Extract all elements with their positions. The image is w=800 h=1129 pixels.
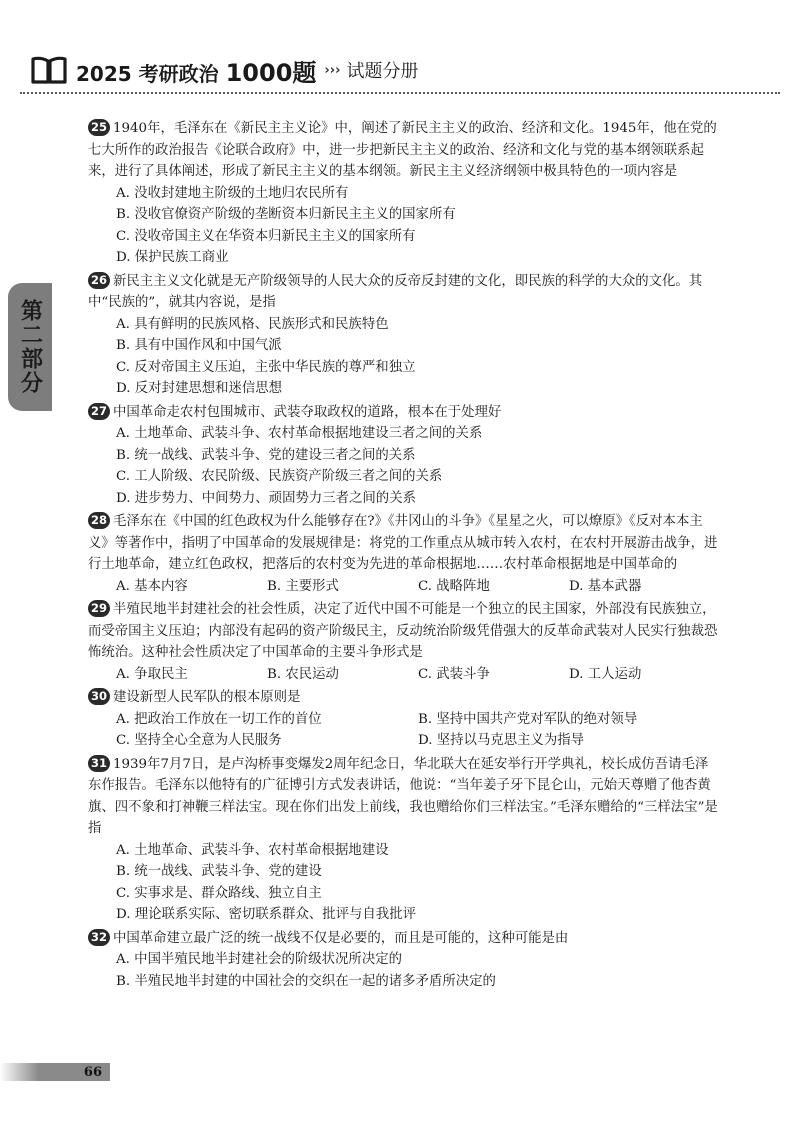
- option-a: A. 土地革命、武装斗争、农村革命根据地建设: [116, 842, 389, 858]
- question-27: [88, 402, 720, 510]
- open-book-icon: [30, 55, 68, 85]
- option-d: D. 保护民族工商业: [116, 250, 229, 265]
- option-b: B. 农民运动: [267, 666, 339, 682]
- page-footer-bar: [0, 1063, 110, 1081]
- question-number-badge: 29: [88, 600, 110, 617]
- option-a: A. 土地革命、武装斗争、农村革命根据地建设三者之间的关系: [116, 426, 483, 441]
- question-32: [88, 928, 720, 993]
- option-b: B. 具有中国作风和中国气派: [116, 338, 282, 353]
- option-b: B. 统一战线、武装斗争、党的建设三者之间的关系: [116, 447, 416, 463]
- header-title-big: 1000题: [225, 58, 317, 87]
- question-29: [88, 599, 720, 685]
- option-a: A. 具有鲜明的民族风格、民族形式和民族特色: [116, 316, 389, 332]
- option-c: C. 没收帝国主义在华资本归新民主主义的国家所有: [116, 228, 416, 244]
- question-25: [88, 118, 720, 269]
- question-31: [88, 754, 720, 926]
- header-divider: [20, 92, 780, 94]
- option-a: A. 把政治工作放在一切工作的首位: [116, 711, 322, 727]
- option-b: B. 主要形式: [267, 578, 339, 594]
- option-a: A. 基本内容: [116, 578, 188, 594]
- option-c: C. 坚持全心全意为人民服务: [116, 733, 282, 748]
- option-c: C. 战略阵地: [418, 578, 490, 594]
- question-number-badge: 25: [88, 119, 110, 136]
- option-d: D. 工人运动: [569, 666, 642, 682]
- question-list: [88, 118, 720, 994]
- option-d: D. 基本武器: [569, 578, 642, 594]
- option-a: A. 没收封建地主阶级的土地归农民所有: [116, 185, 349, 201]
- question-number-badge: 30: [88, 688, 110, 705]
- question-stem: 毛泽东在《中国的红色政权为什么能够存在?》《井冈山的斗争》《星星之火，可以燎原》《反对本本主义》等著作中，指明了中国革命的发展规律是：将党的工作重点从城市转入农村，在农村开展游击战争，进行土地革命，建立红色政权，把落后的农村变为先进的革命根据地……农村革命根据地是中国革命的: [88, 514, 718, 572]
- page-header: [30, 52, 418, 88]
- question-28: [88, 511, 720, 597]
- option-c: C. 工人阶级、农民阶级、民族资产阶级三者之间的关系: [116, 469, 443, 484]
- option-c: C. 武装斗争: [418, 666, 490, 682]
- question-stem: 建设新型人民军队的根本原则是: [113, 690, 301, 705]
- question-number-badge: 32: [88, 929, 110, 946]
- option-a: A. 争取民主: [116, 666, 188, 682]
- page-number: 66: [83, 1064, 102, 1080]
- question-number-badge: 27: [88, 403, 110, 420]
- header-arrows: ›››: [324, 62, 341, 78]
- part-side-tab-label: 第二部分: [17, 299, 43, 395]
- option-d: D. 理论联系实际、密切联系群众、批评与自我批评: [116, 907, 416, 922]
- question-number-badge: 31: [88, 755, 110, 772]
- question-stem: 中国革命走农村包围城市、武装夺取政权的道路，根本在于处理好: [113, 404, 502, 420]
- header-title-main: 考研政治: [138, 61, 219, 86]
- option-d: D. 反对封建思想和迷信思想: [116, 381, 283, 396]
- question-number-badge: 28: [88, 512, 110, 529]
- header-subtitle: 试题分册: [346, 61, 419, 82]
- question-stem: 1939年7月7日，是卢沟桥事变爆发2周年纪念日，华北联大在延安举行开学典礼，校长成仿吾请毛泽东作报告。毛泽东以他特有的广征博引方式发表讲话，他说：“当年姜子牙下昆仑山，元始天尊赠了他杏黄旗、四不象和打神鞭三样法宝。现在你们出发上前线，我也赠给你们三样法宝。”毛泽东赠给的“三样法宝”是指: [88, 756, 718, 836]
- header-year: 2025: [76, 61, 132, 86]
- option-c: C. 反对帝国主义压迫，主张中华民族的尊严和独立: [116, 359, 416, 375]
- question-stem: 半殖民地半封建社会的社会性质，决定了近代中国不可能是一个独立的民主国家，外部没有民族独立，而受帝国主义压迫；内部没有起码的资产阶级民主，反动统治阶级凭借强大的反革命武装对人民实行独裁恐怖统治。这种社会性质决定了中国革命的主要斗争形式是: [88, 602, 718, 660]
- question-stem: 1940年，毛泽东在《新民主主义论》中，阐述了新民主主义的政治、经济和文化。1945年，他在党的七大所作的政治报告《论联合政府》中，进一步把新民主主义的政治、经济和文化与党的基本纲领联系起来，进行了具体阐述，形成了新民主主义的基本纲领。新民主主义经济纲领中极具特色的一项内容是: [88, 121, 717, 179]
- part-side-tab: [8, 283, 52, 411]
- option-b: B. 没收官僚资产阶级的垄断资本归新民主主义的国家所有: [116, 207, 456, 222]
- question-26: [88, 271, 720, 400]
- option-d: D. 进步势力、中间势力、顽固势力三者之间的关系: [116, 490, 416, 506]
- question-stem: 新民主主义文化就是无产阶级领导的人民大众的反帝反封建的文化，即民族的科学的大众的文化。其中“民族的”，就其内容说，是指: [88, 273, 703, 310]
- question-stem: 中国革命建立最广泛的统一战线不仅是必要的，而且是可能的，这种可能是由: [113, 930, 569, 946]
- question-30: [88, 687, 720, 752]
- option-a: A. 中国半殖民地半封建社会的阶级状况所决定的: [116, 952, 402, 967]
- header-title: [76, 53, 316, 88]
- option-b: B. 坚持中国共产党对军队的绝对领导: [418, 711, 638, 727]
- option-d: D. 坚持以马克思主义为指导: [418, 733, 585, 748]
- option-c: C. 实事求是、群众路线、独立自主: [116, 885, 322, 901]
- option-b: B. 统一战线、武装斗争、党的建设: [116, 864, 322, 879]
- option-b: B. 半殖民地半封建的中国社会的交织在一起的诸多矛盾所决定的: [116, 973, 496, 989]
- question-number-badge: 26: [88, 272, 110, 289]
